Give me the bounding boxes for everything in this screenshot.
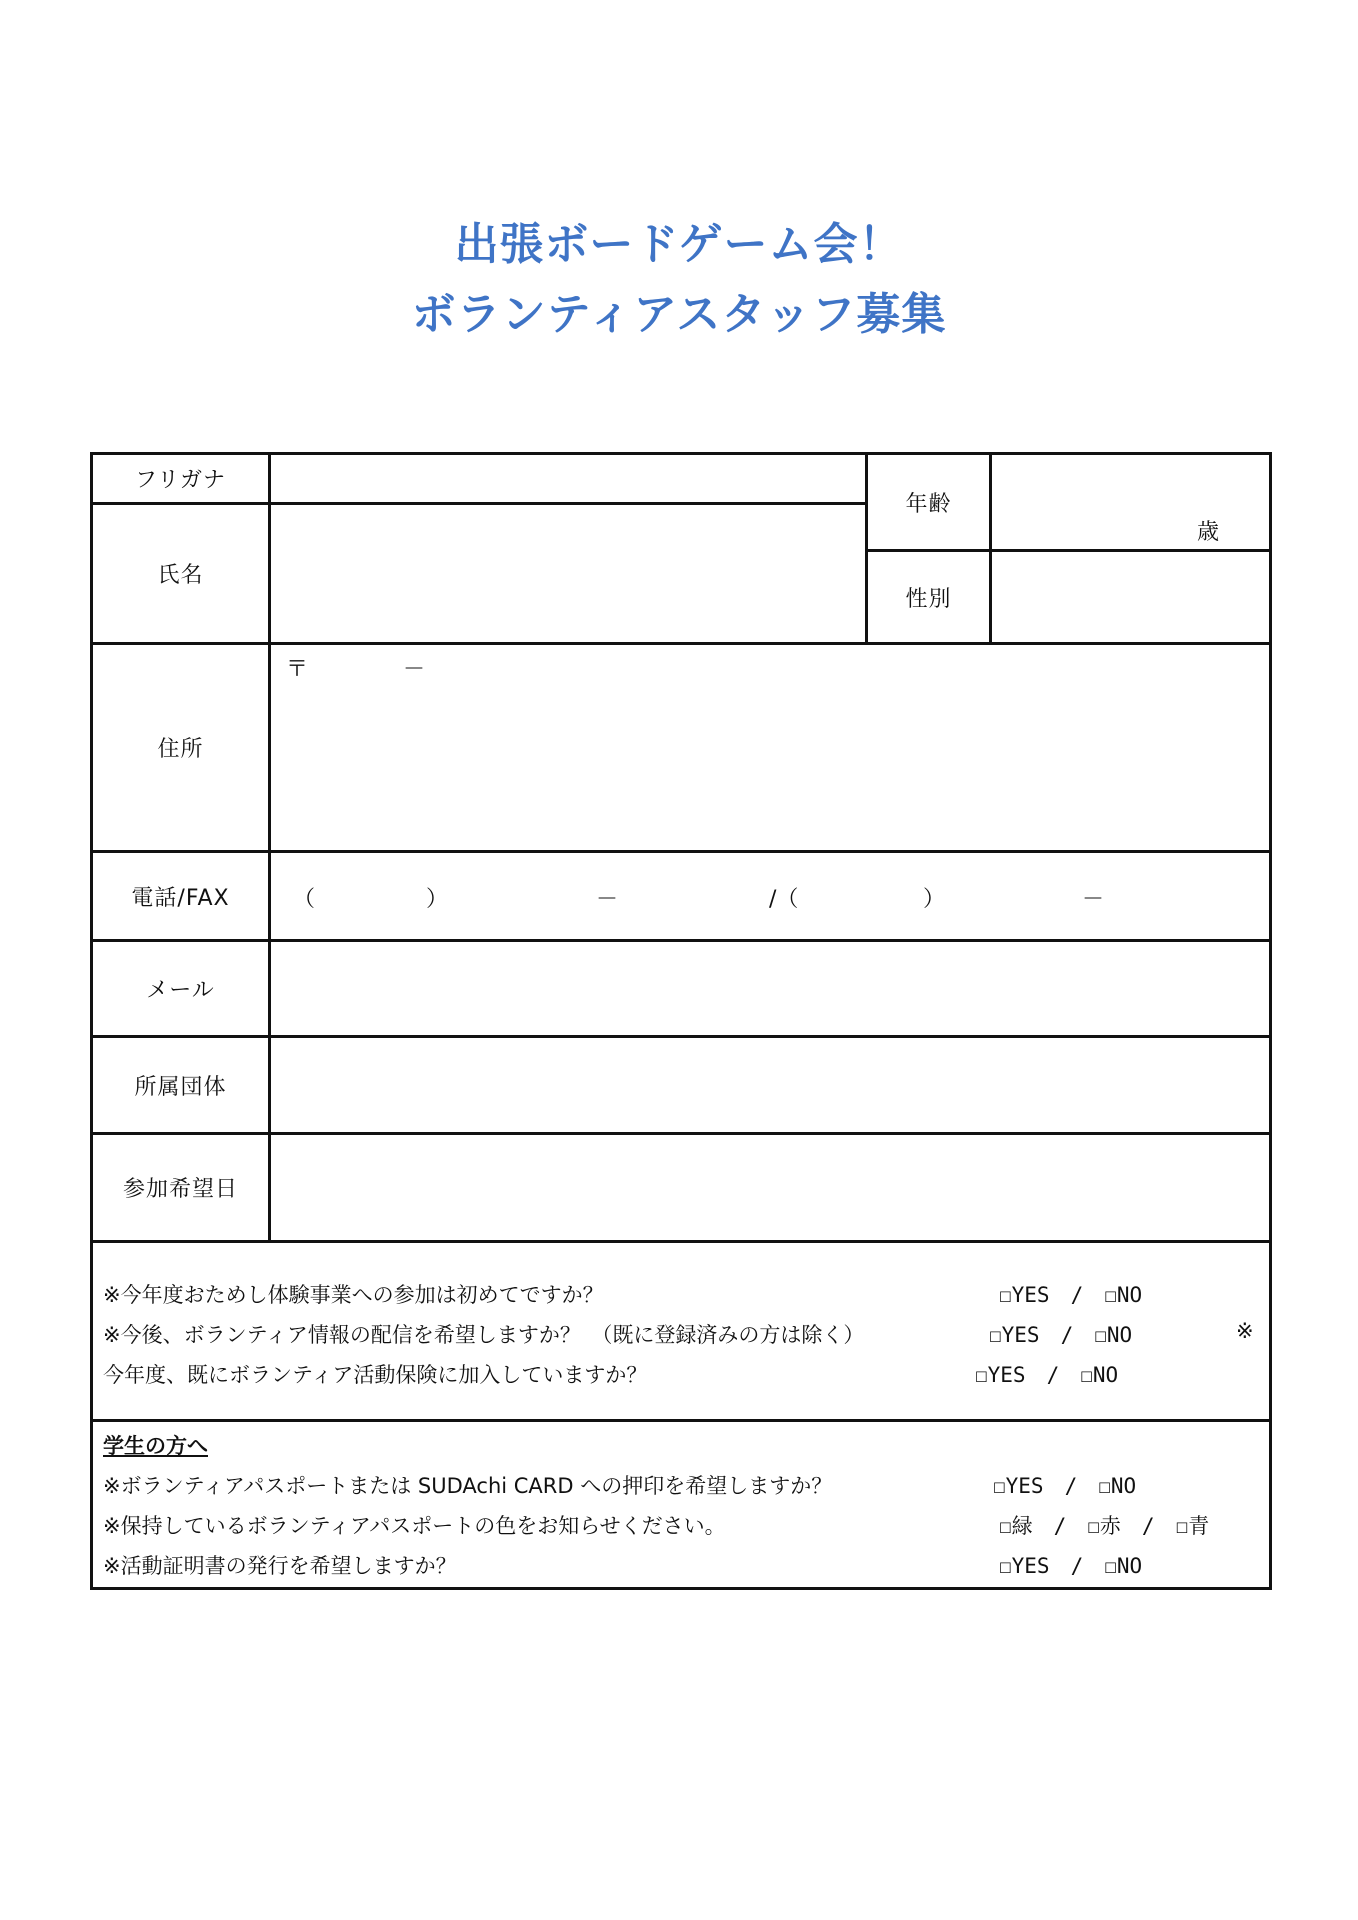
- furigana-field[interactable]: [271, 455, 865, 502]
- question-newsletter-note-mark: ※: [1236, 1319, 1254, 1343]
- form-title-line2: ボランティアスタッフ募集: [411, 289, 947, 340]
- email-label: メール: [146, 978, 215, 1003]
- fax-dash: －: [1082, 887, 1105, 912]
- gender-label: 性別: [905, 586, 952, 612]
- student-question-stamp-options[interactable]: ☐YES / ☐NO: [993, 1474, 1137, 1498]
- form-title-line1: 出張ボードゲーム会！: [454, 219, 904, 270]
- question-first-time-options[interactable]: ☐YES / ☐NO: [999, 1283, 1143, 1307]
- name-field[interactable]: [271, 505, 865, 642]
- students-heading: 学生の方へ: [103, 1434, 208, 1458]
- organization-field[interactable]: [271, 1038, 1269, 1132]
- question-insurance: 今年度、既にボランティア活動保険に加入していますか？: [103, 1363, 648, 1387]
- address-label: 住所: [157, 737, 204, 762]
- rule-questions: [93, 1419, 1269, 1422]
- application-form: [90, 452, 1272, 1590]
- question-first-time: ※今年度おためし体験事業への参加は初めてですか？: [103, 1283, 604, 1307]
- student-question-passport-color: ※保持しているボランティアパスポートの色をお知らせください。: [103, 1514, 726, 1538]
- rule-date: [93, 1240, 1269, 1243]
- furigana-label: フリガナ: [135, 468, 226, 493]
- question-insurance-options[interactable]: ☐YES / ☐NO: [975, 1363, 1119, 1387]
- question-newsletter: ※今後、ボランティア情報の配信を希望しますか？ （既に登録済みの方は除く）: [103, 1323, 865, 1347]
- name-label: 氏名: [157, 563, 204, 588]
- phone-paren-open: （: [293, 887, 316, 912]
- phone-fax-separator: /（: [769, 887, 799, 912]
- email-field[interactable]: [271, 942, 1269, 1035]
- student-question-certificate: ※活動証明書の発行を希望しますか？: [103, 1554, 457, 1578]
- student-question-stamp: ※ボランティアパスポートまたは SUDAchi CARD への押印を希望しますか？: [103, 1474, 833, 1498]
- gender-field[interactable]: [992, 552, 1269, 642]
- question-newsletter-options[interactable]: ☐YES / ☐NO: [989, 1323, 1133, 1347]
- phone-dash: －: [596, 887, 619, 912]
- age-unit: 歳: [1197, 520, 1220, 545]
- age-label: 年齢: [905, 491, 952, 517]
- phone-paren-close: ）: [426, 887, 449, 912]
- postal-dash: －: [403, 657, 426, 682]
- preferred-date-label: 参加希望日: [122, 1177, 238, 1202]
- fax-paren-close: ）: [923, 887, 946, 912]
- phone-label: 電話/FAX: [131, 885, 230, 911]
- student-question-certificate-options[interactable]: ☐YES / ☐NO: [999, 1554, 1143, 1578]
- age-field[interactable]: [992, 455, 1269, 549]
- preferred-date-field[interactable]: [271, 1135, 1269, 1240]
- organization-label: 所属団体: [134, 1074, 227, 1100]
- postal-mark: 〒: [286, 657, 309, 682]
- student-question-passport-color-options[interactable]: ☐緑 / ☐赤 / ☐青: [999, 1514, 1210, 1538]
